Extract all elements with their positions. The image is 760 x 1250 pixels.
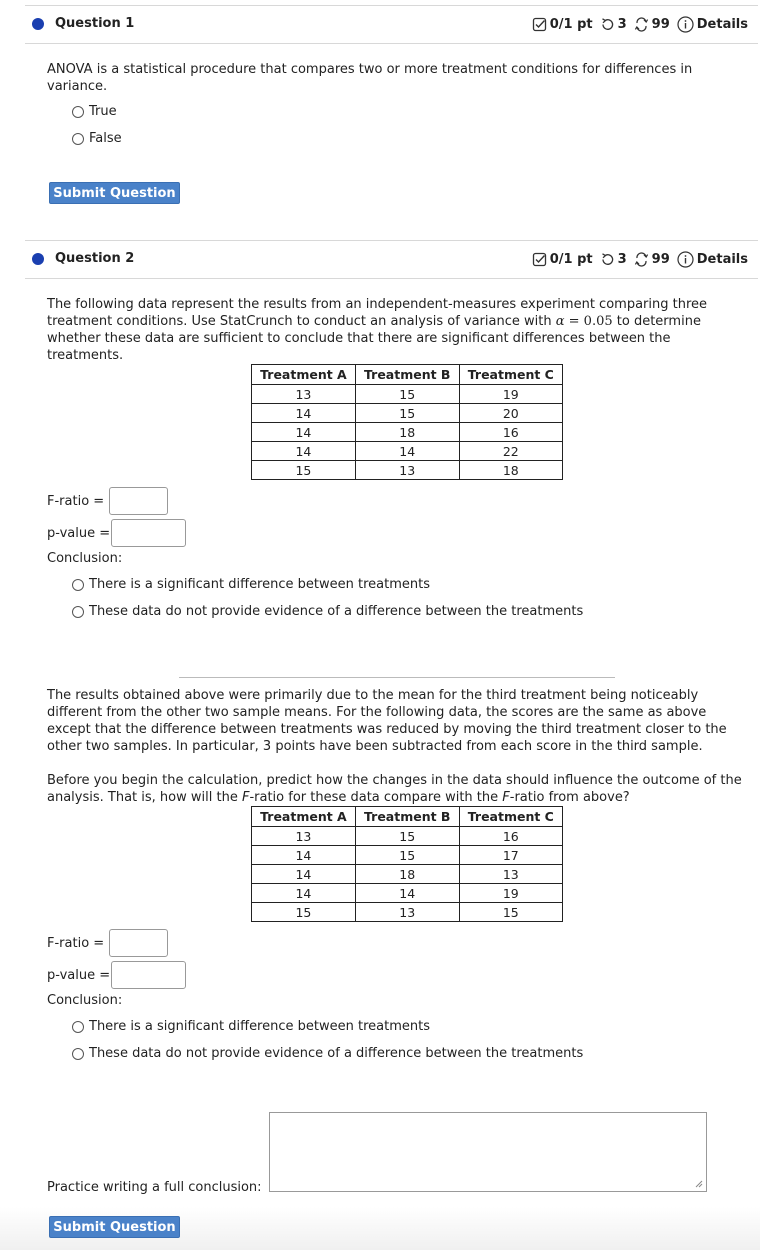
col-header: Treatment C: [459, 365, 562, 385]
col-header: Treatment C: [459, 807, 562, 827]
table-cell: 15: [355, 827, 459, 846]
checkbox-score-icon: [532, 252, 547, 267]
conclusion-option-no-evidence[interactable]: [72, 604, 583, 619]
col-header: Treatment A: [252, 807, 356, 827]
details-link[interactable]: Details: [696, 252, 748, 267]
question-1-prompt: ANOVA is a statistical procedure that compares two or more treatment conditions for differences in variance.: [47, 62, 693, 94]
f-italic: F: [502, 790, 510, 805]
table-cell: 15: [252, 461, 356, 480]
col-header: Treatment B: [355, 807, 459, 827]
conclusion-option-significant-2[interactable]: [72, 1019, 430, 1034]
p-value-input-2[interactable]: [111, 961, 186, 989]
table-cell: 20: [459, 404, 562, 423]
table-cell: 13: [459, 865, 562, 884]
retry-icon: [600, 252, 615, 267]
table-cell: 13: [355, 903, 459, 922]
divider: [25, 240, 758, 241]
table-cell: 14: [252, 846, 356, 865]
attempts-icon: [634, 17, 649, 32]
table-cell: 14: [252, 865, 356, 884]
table-row: [252, 865, 563, 884]
col-header: Treatment B: [355, 365, 459, 385]
retry-icon: [600, 17, 615, 32]
table-cell: 15: [252, 903, 356, 922]
info-icon[interactable]: [677, 251, 694, 268]
resize-grip-icon[interactable]: [693, 1178, 703, 1188]
score-text: 0/1 pt: [549, 17, 593, 32]
table-cell: 18: [459, 461, 562, 480]
table-row: [252, 442, 563, 461]
conclusion-label: Conclusion:: [47, 993, 123, 1008]
prediction-text: -ratio from above?: [509, 790, 630, 805]
p-value-input-1[interactable]: [111, 519, 186, 547]
table-cell: 19: [459, 385, 562, 404]
question-2-prompt: [47, 296, 722, 364]
radio-button[interactable]: [72, 1048, 84, 1060]
table-cell: 19: [459, 884, 562, 903]
question-2-title: Question 2: [55, 251, 135, 266]
score-text: 0/1 pt: [549, 252, 593, 267]
table-cell: 13: [355, 461, 459, 480]
practice-conclusion-label: Practice writing a full conclusion:: [47, 1180, 262, 1195]
radio-button[interactable]: [72, 606, 84, 618]
section-separator: [179, 677, 615, 678]
radio-button[interactable]: [72, 133, 84, 145]
question-status-dot: [32, 18, 44, 30]
option-label: False: [89, 131, 122, 146]
option-false[interactable]: [72, 131, 122, 146]
prediction-text: -ratio for these data compare with the: [249, 790, 499, 805]
f-ratio-label: F-ratio =: [47, 936, 105, 951]
retries-text: 3: [617, 252, 627, 267]
option-label: These data do not provide evidence of a difference between the treatments: [89, 1046, 584, 1061]
prompt-text: The following data represent the results from an independent-measures experiment comparing three treatment conditions. Use StatCrunch to conduct an analysis of variance with: [47, 297, 708, 329]
checkbox-score-icon: [532, 17, 547, 32]
f-ratio-input-2[interactable]: [109, 929, 168, 957]
table-cell: 14: [355, 442, 459, 461]
prediction-paragraph: [47, 772, 747, 806]
attempts-text: 99: [651, 17, 670, 32]
f-italic: F: [241, 790, 250, 805]
table-cell: 14: [252, 884, 356, 903]
conclusion-label: Conclusion:: [47, 551, 123, 566]
table-cell: 16: [459, 827, 562, 846]
table-cell: 22: [459, 442, 562, 461]
practice-conclusion-textarea[interactable]: [269, 1112, 707, 1192]
table-row: [252, 404, 563, 423]
table-cell: 13: [252, 827, 356, 846]
radio-button[interactable]: [72, 1021, 84, 1033]
option-label: There is a significant difference between treatments: [89, 577, 430, 592]
f-ratio-input-1[interactable]: [109, 487, 168, 515]
submit-question-2-button[interactable]: Submit Question: [49, 1216, 180, 1238]
table-cell: 15: [355, 385, 459, 404]
col-header: Treatment A: [252, 365, 356, 385]
follow-up-paragraph: The results obtained above were primarily due to the mean for the third treatment being noticeably different from the other two sample means. For the following data, the scores are the same as above except that the difference between treatments was reduced by moving the third treatment closer to the other two samples. In particular, 3 points have been subtracted from each score in the third sample.: [47, 688, 727, 754]
prompt-text: to determine whether these data are sufficient to conclude that there are significant differences between the treatments.: [47, 314, 701, 363]
table-cell: 17: [459, 846, 562, 865]
table-cell: 18: [355, 865, 459, 884]
table-row: [252, 827, 563, 846]
data-table-1: [251, 364, 563, 480]
table-row: [252, 903, 563, 922]
alpha-symbol: α: [555, 314, 565, 329]
attempts-icon: [634, 252, 649, 267]
option-label: True: [89, 104, 117, 119]
radio-button[interactable]: [72, 579, 84, 591]
table-cell: 14: [252, 442, 356, 461]
table-cell: 16: [459, 423, 562, 442]
attempts-text: 99: [651, 252, 670, 267]
divider: [25, 43, 758, 44]
table-row: [252, 846, 563, 865]
table-cell: 13: [252, 385, 356, 404]
p-value-label: p-value =: [47, 526, 111, 541]
divider: [25, 5, 758, 6]
table-row: [252, 385, 563, 404]
conclusion-option-no-evidence-2[interactable]: [72, 1046, 583, 1061]
radio-button[interactable]: [72, 106, 84, 118]
question-1-title: Question 1: [55, 16, 135, 31]
table-cell: 14: [355, 884, 459, 903]
prediction-text: Before you begin the calculation, predict how the changes in the data should influence the outcome of the analysis. That is, how will the: [47, 773, 742, 805]
conclusion-option-significant[interactable]: [72, 577, 430, 592]
table-row: [252, 423, 563, 442]
option-label: These data do not provide evidence of a difference between the treatments: [89, 604, 584, 619]
table-cell: 18: [355, 423, 459, 442]
table-cell: 15: [355, 846, 459, 865]
table-cell: 15: [459, 903, 562, 922]
table-cell: 14: [252, 404, 356, 423]
submit-question-1-button[interactable]: Submit Question: [49, 182, 180, 204]
table-cell: 15: [355, 404, 459, 423]
table-row: [252, 461, 563, 480]
data-table-2: [251, 806, 563, 922]
alpha-value: = 0.05: [568, 314, 613, 329]
question-2-meta: [532, 251, 748, 268]
details-link[interactable]: Details: [696, 17, 748, 32]
f-ratio-label: F-ratio =: [47, 494, 105, 509]
option-true[interactable]: [72, 104, 117, 119]
question-status-dot: [32, 253, 44, 265]
table-row: [252, 884, 563, 903]
table-cell: 14: [252, 423, 356, 442]
divider: [25, 278, 758, 279]
question-1-meta: [532, 16, 748, 33]
p-value-label: p-value =: [47, 968, 111, 983]
option-label: There is a significant difference between treatments: [89, 1019, 430, 1034]
info-icon[interactable]: [677, 16, 694, 33]
retries-text: 3: [617, 17, 627, 32]
